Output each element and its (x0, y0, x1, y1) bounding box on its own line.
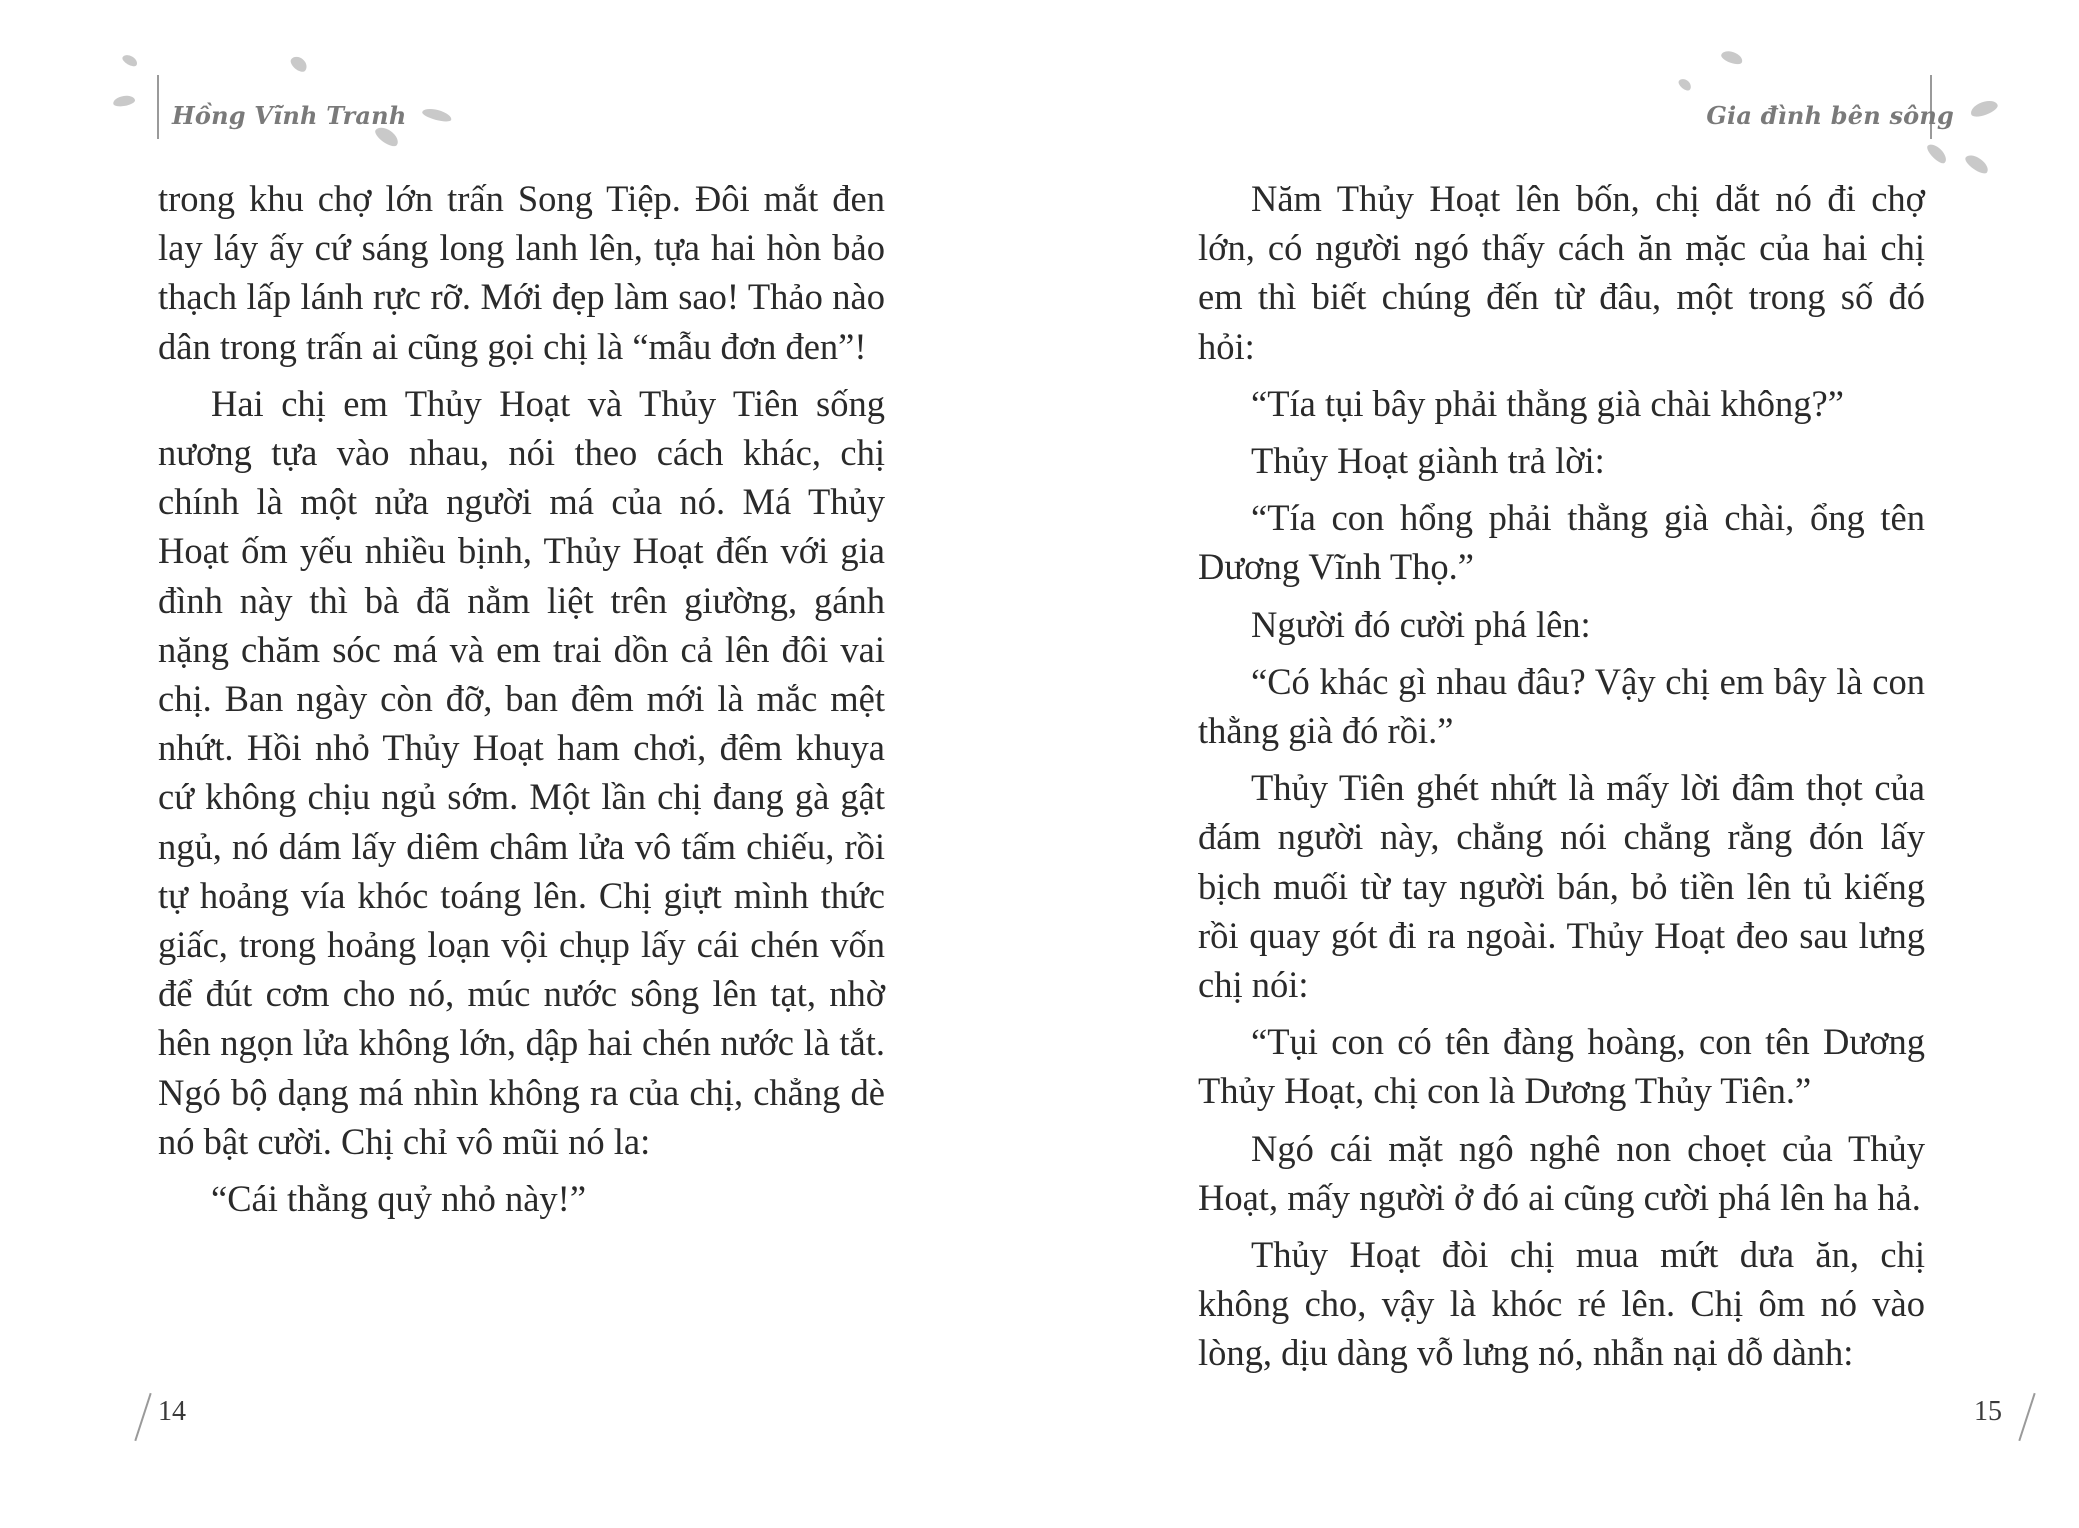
paragraph: Năm Thủy Hoạt lên bốn, chị dắt nó đi chợ lớn, có người ngó thấy cách ăn mặc của hai chị em thì biết chúng đến từ đâu, một trong số đó hỏi: (1198, 178, 1925, 367)
petal-decoration-icon (1677, 77, 1694, 93)
page-number: 15 (1974, 1396, 2002, 1427)
page-number: 14 (158, 1396, 186, 1427)
paragraph: Ngó cái mặt ngô nghê non choẹt của Thủy Hoạt, mấy người ở đó ai cũng cười phá lên ha hả. (1198, 1127, 1925, 1218)
petal-decoration-icon (1720, 49, 1744, 67)
paragraph: “Tía tụi bây phải thằng già chài không?” (1251, 382, 1844, 424)
paragraph: “Tía con hổng phải thằng già chài, ổng tên Dương Vĩnh Thọ.” (1198, 497, 1925, 588)
petal-decoration-icon (121, 53, 139, 69)
petal-decoration-icon (288, 54, 310, 75)
paragraph: Người đó cười phá lên: (1251, 603, 1591, 645)
petal-decoration-icon (112, 94, 135, 108)
paragraph: Hai chị em Thủy Hoạt và Thủy Tiên sống nương tựa vào nhau, nói theo cách khác, chị chính là một nửa người má của nó. Má Thủy Hoạt ốm yếu nhiều bịnh, Thủy Hoạt đến với gia đình này thì bà đã nằm liệt trên giường, gánh nặng chăm sóc má và em trai dồn cả lên đôi vai chị. Ban ngày còn đỡ, ban đêm mới là mắc mệt nhứt. Hồi nhỏ Thủy Hoạt ham chơi, đêm khuya cứ không chịu ngủ sớm. Một lần chị đang gà gật ngủ, nó dám lấy diêm châm lửa vô tấm chiếu, rồi tự hoảng vía khóc toáng lên. Chị giựt mình thức giấc, trong hoảng loạn vội chụp lấy cái chén vốn để đút cơm cho nó, múc nước sông lên tạt, nhờ hên ngọn lửa không lớn, dập hai chén nước là tắt. Ngó bộ dạng má nhìn không ra của chị, chẳng dè nó bật cười. Chị chỉ vô mũi nó la: (158, 382, 885, 1162)
paragraph: Thủy Hoạt đòi chị mua mứt dưa ăn, chị không cho, vậy là khóc ré lên. Chị ôm nó vào lòng, dịu dàng vỗ lưng nó, nhẫn nại dỗ dành: (1198, 1234, 1925, 1374)
paragraph: trong khu chợ lớn trấn Song Tiệp. Đôi mắt đen lay láy ấy cứ sáng long lanh lên, tựa hai hòn bảo thạch lấp lánh rực rỡ. Mới đẹp làm sao! Thảo nào dân trong trấn ai cũng gọi chị là “mẫu đơn đen”! (158, 178, 885, 367)
petal-decoration-icon (1963, 152, 1991, 177)
left-page (0, 0, 1039, 1528)
petal-decoration-icon (421, 106, 453, 123)
header-rule (157, 75, 159, 139)
paragraph: “Cái thằng quỷ nhỏ này!” (211, 1178, 587, 1220)
paragraph: “Có khác gì nhau đâu? Vậy chị em bây là con thằng già đó rồi.” (1198, 660, 1925, 752)
running-header-title: Gia đình bên sông (1706, 101, 1954, 130)
paragraph: Thủy Hoạt giành trả lời: (1251, 440, 1605, 482)
folio-rule (134, 1393, 151, 1441)
left-body-text (158, 174, 885, 1231)
petal-decoration-icon (1969, 98, 2000, 120)
right-body-text (1198, 174, 1925, 1386)
paragraph: “Tụi con có tên đàng hoàng, con tên Dương Thủy Hoạt, chị con là Dương Thủy Tiên.” (1198, 1021, 1925, 1112)
right-page (1040, 0, 2079, 1528)
petal-decoration-icon (1925, 141, 1950, 166)
folio-rule (2018, 1393, 2035, 1441)
running-header-author: Hồng Vĩnh Tranh (172, 101, 407, 130)
paragraph: Thủy Tiên ghét nhứt là mấy lời đâm thọt của đám người này, chẳng nói chẳng rằng đón lấy bịch muối từ tay người bán, bỏ tiền lên tủ kiếng rồi quay gót đi ra ngoài. Thủy Hoạt đeo sau lưng chị nói: (1198, 767, 1925, 1006)
